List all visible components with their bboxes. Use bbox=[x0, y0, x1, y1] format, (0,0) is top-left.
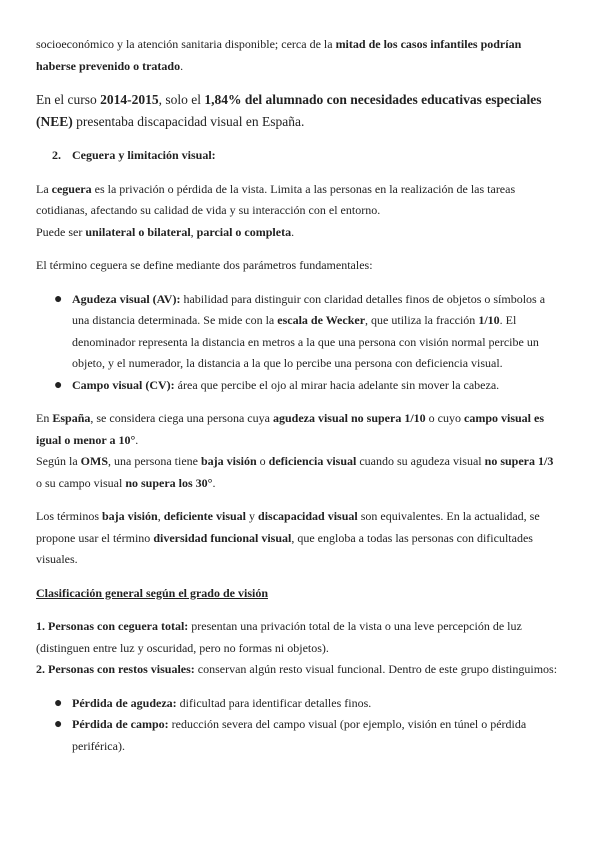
parameters-list bbox=[36, 289, 562, 397]
paragraph-definition: La ceguera es la privación o pérdida de la vista. Limita a las personas en la realización de las tareas cotidianas, afectando su calidad de vida y su interacción con el entorno. Puede ser unilateral o bilateral, parcial o completa. bbox=[36, 181, 516, 239]
classification-heading: Clasificación general según el grado de visión bbox=[36, 585, 268, 600]
paragraph-parameters-intro: El término ceguera se define mediante dos parámetros fundamentales: bbox=[36, 258, 373, 272]
list-item: ● Campo visual (CV): área que percibe el ojo al mirar hacia adelante sin mover la cabeza. bbox=[36, 375, 562, 397]
bullet-icon: ● bbox=[54, 291, 63, 307]
list-item: ● Agudeza visual (AV): habilidad para distinguir con claridad detalles finos de objetos o símbolos a una distancia determinada. Se mide con la escala de Wecker, que utiliza la fracción 1/10. El denominador representa la distancia en metros a la que una persona con visión normal percibe un objeto, y el numerador, la distancia a la que lo percibe una persona con deficiencia visual. bbox=[36, 289, 562, 375]
list-item: ● Pérdida de campo: reducción severa del campo visual (por ejemplo, visión en túnel o pérdida periférica). bbox=[36, 714, 562, 757]
paragraph-statistics: En el curso 2014-2015, solo el 1,84% del alumnado con necesidades educativas especiales (NEE) presentaba discapacidad visual en España. bbox=[36, 92, 542, 129]
paragraph-intro-continuation: socioeconómico y la atención sanitaria disponible; cerca de la mitad de los casos infantiles podrían haberse prevenido o tratado. bbox=[36, 37, 522, 73]
visual-loss-list bbox=[36, 693, 562, 758]
paragraph-terminology: Los términos baja visión, deficiente visual y discapacidad visual son equivalentes. En la actualidad, se propone usar el término diversidad funcional visual, que engloba a todas las personas con dificultades visuales. bbox=[36, 509, 540, 566]
bullet-icon: ● bbox=[54, 717, 63, 732]
bullet-icon: ● bbox=[54, 377, 63, 393]
bullet-icon: ● bbox=[54, 695, 63, 711]
document-page bbox=[36, 34, 562, 757]
paragraph-criteria: En España, se considera ciega una persona cuya agudeza visual no supera 1/10 o cuyo campo visual es igual o menor a 10°. Según la OMS, una persona tiene baja visión o deficiencia visual cuando su agudeza visual no supera 1/3 o su campo visual no supera los 30°. bbox=[36, 411, 554, 490]
list-item: ● Pérdida de agudeza: dificultad para identificar detalles finos. bbox=[36, 693, 562, 715]
section-heading: 2. Ceguera y limitación visual: bbox=[52, 148, 216, 162]
paragraph-classification: 1. Personas con ceguera total: presentan una privación total de la vista o una leve percepción de luz (distinguen entre luz y oscuridad, pero no formas ni objetos). 2. Personas con restos visuales: conservan algún resto visual funcional. Dentro de este grupo distinguimos: bbox=[36, 619, 558, 676]
